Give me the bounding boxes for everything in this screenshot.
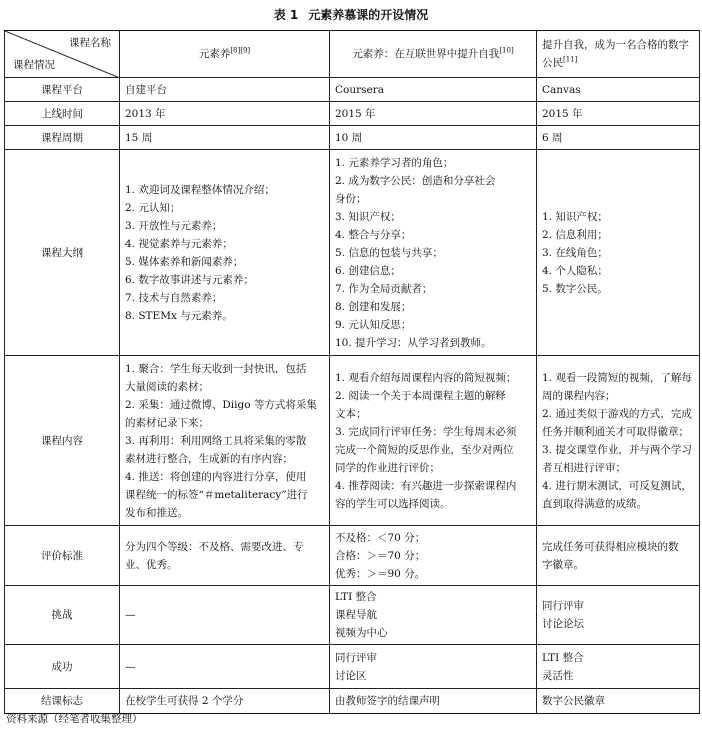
- cell-line: 直到取得满意的成绩。: [542, 497, 647, 510]
- cell-line: 7. 技术与自然素养；: [125, 291, 223, 304]
- duration-c3: 6 周: [537, 126, 700, 150]
- cell-line: 2. 信息利用；: [542, 228, 608, 241]
- criteria-c1-list: [125, 538, 324, 574]
- launch-c2: 2015 年: [330, 102, 537, 126]
- source-note: 资料来源（经笔者收集整理）: [6, 713, 143, 725]
- cell-line: 同学的作业进行评价；: [335, 461, 440, 474]
- syllabus-c3-list: [542, 208, 694, 298]
- cell-line: 9. 元认知反思；: [335, 318, 412, 331]
- success-c3-list: [542, 649, 694, 685]
- cell-line: 同行评审: [335, 651, 377, 664]
- success-c1-list: [125, 658, 324, 676]
- row-label-platform: 课程平台: [5, 78, 120, 102]
- row-syllabus: [5, 150, 700, 356]
- diagonal-header-cell: [5, 31, 120, 78]
- syllabus-c3: [537, 150, 700, 356]
- criteria-c2: [330, 526, 537, 586]
- challenge-c1: [120, 586, 330, 645]
- completion-c2: 由教师签字的结课声明: [330, 689, 537, 714]
- course-header-1: 元素养[8][9]: [120, 31, 330, 78]
- cell-line: 5. 媒体素养和新闻素养；: [125, 255, 244, 268]
- completion-c1: 在校学生可获得 2 个学分: [120, 689, 330, 714]
- cell-line: 课程统一的标签“＃metaliteracy”进行: [125, 488, 308, 501]
- success-c1: [120, 645, 330, 689]
- diag-label-course: 课程名称: [69, 37, 111, 49]
- cell-line: 素材进行整合，生成新的有序内容；: [125, 452, 293, 465]
- cell-line: 1. 观看一段简短的视频，了解每: [542, 371, 692, 384]
- cell-line: 1. 聚合：学生每天收到一封快讯，包括: [125, 362, 307, 375]
- criteria-c2-list: [335, 529, 531, 583]
- challenge-c2: [330, 586, 537, 645]
- challenge-c1-list: [125, 606, 324, 624]
- cell-line: 者互相进行评审；: [542, 461, 626, 474]
- content-c3-list: [542, 369, 694, 513]
- cell-line: 4. 推荐阅读：有兴趣进一步探索课程内: [335, 479, 517, 492]
- row-platform: [5, 78, 700, 102]
- cell-line: 2. 通过类似于游戏的方式，完成: [542, 407, 692, 420]
- cell-line: 身份；: [335, 192, 367, 205]
- course-header-3: 提升自我，成为一名合格的数字公民[11]: [537, 31, 700, 78]
- row-label-challenge: 挑战: [5, 586, 120, 645]
- row-label-syllabus: 课程大纲: [5, 150, 120, 356]
- cell-line: 3. 开放性与元素养；: [125, 219, 223, 232]
- platform-c2: Coursera: [330, 78, 537, 102]
- cell-line: 讨论论坛: [542, 618, 584, 630]
- criteria-c1: [120, 526, 330, 586]
- success-c2-list: [335, 649, 531, 685]
- cell-line: 3. 完成同行评审任务：学生每周末必须: [335, 425, 517, 438]
- cell-line: 5. 数字公民。: [542, 282, 608, 295]
- row-label-criteria: 评价标准: [5, 526, 120, 586]
- duration-c1: 15 周: [120, 126, 330, 150]
- cell-line: 2. 采集：通过微博、Diigo 等方式将采集: [125, 398, 317, 411]
- cell-line: 1. 欢迎词及课程整体情况介绍；: [125, 183, 275, 196]
- criteria-c3: [537, 526, 700, 586]
- cell-line: 10. 提升学习：从学习者到教师。: [335, 336, 492, 349]
- cell-line: 6. 数字故事讲述与元素养；: [125, 273, 254, 286]
- cell-line: 完成一个简短的反思作业，至少对两位: [335, 443, 514, 456]
- cell-line: 大量阅读的素材；: [125, 380, 209, 393]
- cell-line: 6. 创建信息；: [335, 264, 401, 277]
- cell-line: 任务并顺利通关才可取得徽章；: [542, 425, 689, 438]
- content-c1: [120, 356, 330, 526]
- row-label-content: 课程内容: [5, 356, 120, 526]
- row-label-success: 成功: [5, 645, 120, 689]
- cell-line: 同行评审: [542, 600, 584, 612]
- syllabus-c1: [120, 150, 330, 356]
- cell-line: 1. 知识产权；: [542, 210, 608, 223]
- content-c2: [330, 356, 537, 526]
- cell-line: 的素材记录下来；: [125, 416, 209, 429]
- cell-line: 4. 推送：将创建的内容进行分享，使用: [125, 470, 307, 483]
- cell-line: 完成任务可获得相应模块的数: [542, 540, 679, 553]
- challenge-c3-list: [542, 597, 694, 633]
- cell-line: 4. 视觉素养与元素养；: [125, 237, 233, 250]
- cell-line: —: [125, 609, 136, 621]
- cell-line: 7. 作为全局贡献者；: [335, 282, 433, 295]
- row-success: [5, 645, 700, 689]
- diag-label-situation: 课程情况: [13, 59, 55, 71]
- cell-line: 4. 进行期末测试，可反复测试，: [542, 479, 692, 492]
- cell-line: 3. 在线角色；: [542, 246, 608, 259]
- cell-line: 1. 观看介绍每周课程内容的简短视频；: [335, 371, 517, 384]
- duration-c2: 10 周: [330, 126, 537, 150]
- launch-c1: 2013 年: [120, 102, 330, 126]
- cell-line: 3. 知识产权；: [335, 210, 401, 223]
- course-table: [4, 30, 700, 714]
- cell-line: 周的课程内容；: [542, 389, 616, 402]
- criteria-c3-list: [542, 538, 694, 574]
- row-content: [5, 356, 700, 526]
- cell-line: 课程导航: [335, 609, 377, 621]
- row-label-duration: 课程周期: [5, 126, 120, 150]
- cell-line: 字徽章。: [542, 558, 584, 571]
- row-duration: [5, 126, 700, 150]
- syllabus-c1-list: [125, 181, 324, 325]
- table-number: 表 1: [273, 8, 299, 22]
- content-c1-list: [125, 360, 324, 522]
- cell-line: 文本；: [335, 407, 367, 420]
- cell-line: 2. 元认知；: [125, 201, 181, 214]
- cell-line: 1. 元素养学习者的角色；: [335, 156, 454, 169]
- cell-line: 8. STEMx 与元素养。: [125, 309, 233, 322]
- cell-line: 4. 整合与分享；: [335, 228, 412, 241]
- cell-line: 合格：＞＝70 分；: [335, 549, 426, 562]
- cell-line: 分为四个等级：不及格、需要改进、专: [125, 540, 304, 553]
- table-caption: [0, 4, 702, 26]
- cell-line: LTI 整合: [542, 651, 584, 664]
- completion-c3: 数字公民徽章: [537, 689, 700, 714]
- header-row: [5, 31, 700, 78]
- cell-line: 业、优秀。: [125, 558, 178, 571]
- row-challenge: [5, 586, 700, 645]
- cell-line: 2. 阅读一个关于本周课程主题的解释: [335, 389, 506, 402]
- cell-line: 5. 信息的包装与共享；: [335, 246, 443, 259]
- cell-line: 3. 再利用：利用网络工具将采集的零散: [125, 434, 307, 447]
- cell-line: 视频为中心: [335, 627, 388, 639]
- row-label-launch: 上线时间: [5, 102, 120, 126]
- cell-line: 讨论区: [335, 669, 367, 682]
- launch-c3: 2015 年: [537, 102, 700, 126]
- cell-line: —: [125, 660, 136, 673]
- row-label-completion: 结课标志: [5, 689, 120, 714]
- syllabus-c2: [330, 150, 537, 356]
- cell-line: 不及格：＜70 分；: [335, 531, 426, 544]
- cell-line: 容的学生可以选择阅读。: [335, 497, 451, 510]
- cell-line: 3. 提交课堂作业，并与两个学习: [542, 443, 692, 456]
- syllabus-c2-list: [335, 154, 531, 352]
- challenge-c3: [537, 586, 700, 645]
- platform-c1: 自建平台: [120, 78, 330, 102]
- content-c2-list: [335, 369, 531, 513]
- platform-c3: Canvas: [537, 78, 700, 102]
- cell-line: 发布和推送。: [125, 506, 188, 519]
- challenge-c2-list: [335, 588, 531, 642]
- cell-line: 2. 成为数字公民：创造和分享社会: [335, 174, 496, 187]
- cell-line: LTI 整合: [335, 591, 377, 603]
- cell-line: 灵活性: [542, 669, 574, 682]
- cell-line: 4. 个人隐私；: [542, 264, 608, 277]
- content-c3: [537, 356, 700, 526]
- success-c3: [537, 645, 700, 689]
- row-launch: [5, 102, 700, 126]
- row-criteria: [5, 526, 700, 586]
- cell-line: 优秀：＞＝90 分。: [335, 567, 426, 580]
- success-c2: [330, 645, 537, 689]
- table-title: 元素养慕课的开设情况: [308, 8, 429, 22]
- cell-line: 8. 创建和发展；: [335, 300, 412, 313]
- course-header-2: 元素养：在互联世界中提升自我[10]: [330, 31, 537, 78]
